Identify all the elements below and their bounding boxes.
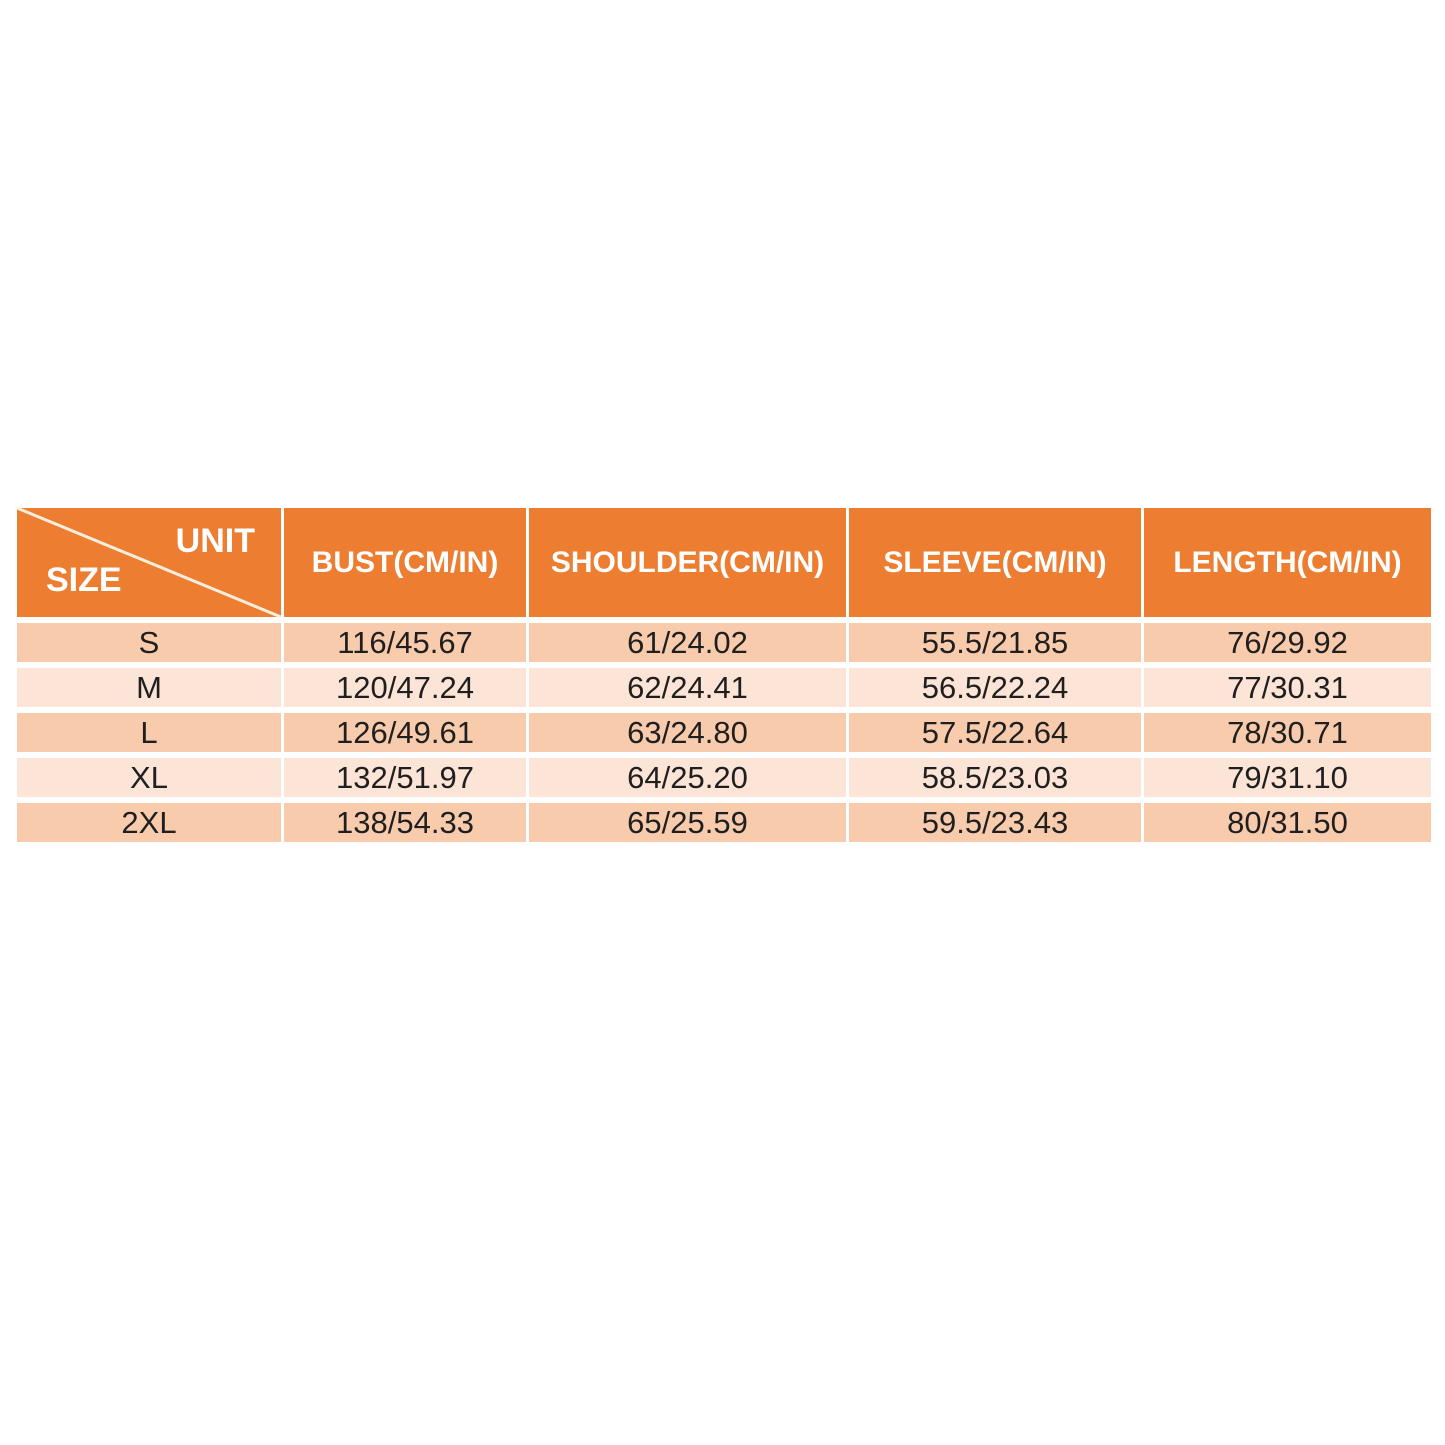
shoulder-cell: 65/25.59 [529, 803, 846, 842]
sleeve-cell: 57.5/22.64 [849, 713, 1141, 752]
size-cell: L [17, 713, 281, 752]
size-cell: 2XL [17, 803, 281, 842]
length-cell: 80/31.50 [1144, 803, 1431, 842]
column-header-sleeve: SLEEVE(CM/IN) [849, 508, 1141, 617]
shoulder-cell: 63/24.80 [529, 713, 846, 752]
size-cell: M [17, 668, 281, 707]
sleeve-cell: 55.5/21.85 [849, 623, 1141, 662]
length-cell: 77/30.31 [1144, 668, 1431, 707]
length-cell: 79/31.10 [1144, 758, 1431, 797]
shoulder-cell: 62/24.41 [529, 668, 846, 707]
bust-cell: 116/45.67 [284, 623, 526, 662]
size-cell: S [17, 623, 281, 662]
column-header-shoulder: SHOULDER(CM/IN) [529, 508, 846, 617]
corner-unit-label: UNIT [175, 522, 255, 560]
column-header-length: LENGTH(CM/IN) [1144, 508, 1431, 617]
corner-header-cell [17, 508, 281, 617]
sleeve-cell: 58.5/23.03 [849, 758, 1141, 797]
bust-cell: 120/47.24 [284, 668, 526, 707]
shoulder-cell: 61/24.02 [529, 623, 846, 662]
size-chart-table [17, 508, 1431, 842]
shoulder-cell: 64/25.20 [529, 758, 846, 797]
sleeve-cell: 56.5/22.24 [849, 668, 1141, 707]
bust-cell: 138/54.33 [284, 803, 526, 842]
bust-cell: 132/51.97 [284, 758, 526, 797]
bust-cell: 126/49.61 [284, 713, 526, 752]
column-header-bust: BUST(CM/IN) [284, 508, 526, 617]
size-cell: XL [17, 758, 281, 797]
sleeve-cell: 59.5/23.43 [849, 803, 1141, 842]
length-cell: 78/30.71 [1144, 713, 1431, 752]
corner-size-label: SIZE [46, 561, 122, 599]
length-cell: 76/29.92 [1144, 623, 1431, 662]
